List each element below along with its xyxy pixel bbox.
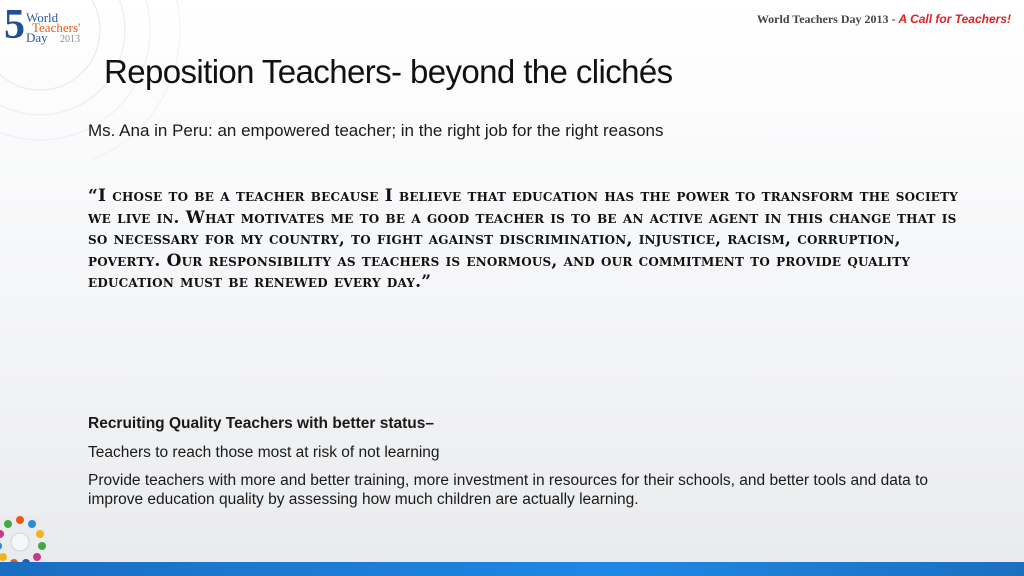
point-reach-at-risk: Teachers to reach those most at risk of not learning [88,444,440,461]
footer-bar [0,562,1024,576]
campaign-banner [757,12,1011,27]
children-circle-emblem [0,504,72,570]
logo-year: 2013 [60,34,80,45]
logo-line-teachers: Teachers' [32,20,81,35]
world-teachers-day-logo [4,4,94,46]
point-training-investment: Provide teachers with more and better training, more investment in resources for their schools, and better tools and data to improve education quality by assessing how much children are actually learning. [88,472,929,508]
campaign-accent: A Call for Teachers! [898,12,1011,26]
logo-line-day: Day [26,30,48,45]
logo-number: 5 [4,2,25,48]
logo-line-world: World [26,10,59,25]
slide-subtitle: Ms. Ana in Peru: an empowered teacher; in the right job for the right reasons [88,121,664,140]
section-heading: Recruiting Quality Teachers with better status– [88,415,434,432]
slide-title: Reposition Teachers- beyond the clichés [104,53,673,90]
teacher-quote: “I chose to be a teacher because I believe that education has the power to transform the society we live in. What motivates me to be a good teacher is to be an active agent in this change that is so necessary for my country, to fight against discrimination, injustice, racism, corruption, poverty. Our responsibility as teachers is enormous, and our commitment to provide quality education must be renewed every day.” [88,186,959,292]
campaign-prefix: World Teachers Day 2013 - [756,12,899,26]
